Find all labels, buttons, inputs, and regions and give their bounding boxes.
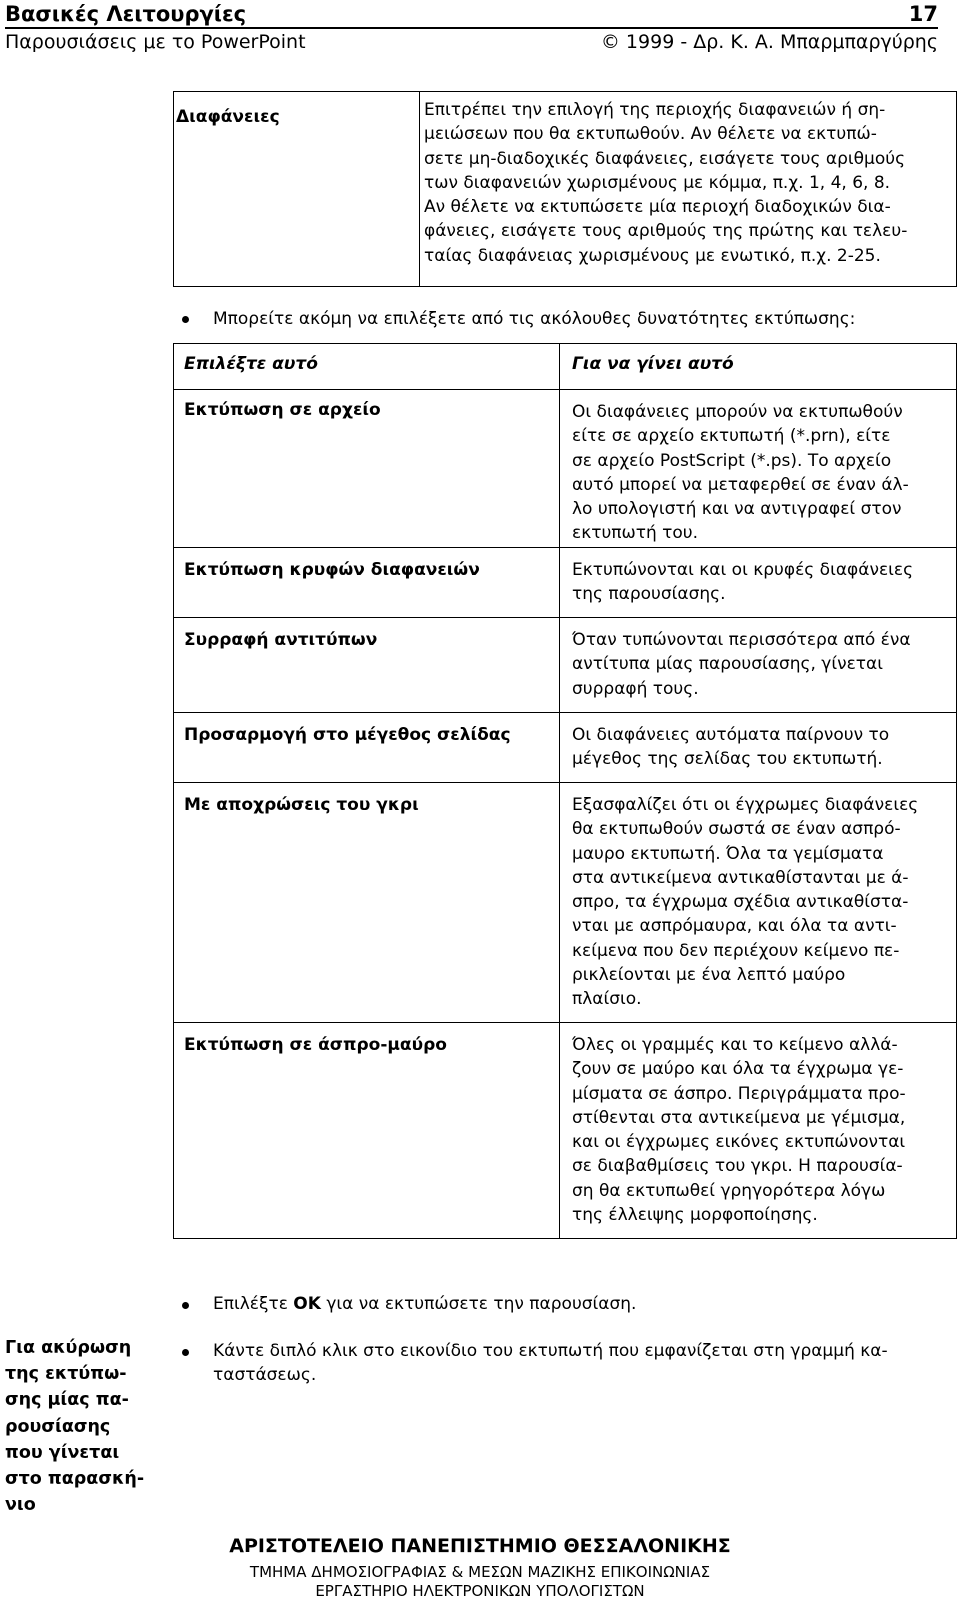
option-label: Με αποχρώσεις του γκρι [184,795,419,815]
slides-range-desc-cell [420,92,957,287]
table-row [174,548,957,618]
bullet-dot [182,1349,189,1356]
slides-range-desc [420,92,956,268]
option-label: Εκτύπωση σε αρχείο [184,400,381,420]
desc-line: φάνειες, εισάγετε τους αριθμούς της πρώτης και τελευ- [424,221,908,242]
option-label: Εκτύπωση κρυφών διαφανειών [184,560,480,580]
slides-range-label: Διαφάνειες [176,107,280,127]
table-row [174,783,957,1023]
cancel-print-side-note: Για ακύρωση της εκτύπω- σης μίας πα- ρουσίασης που γίνεται στο παρασκή- νιο [5,1338,145,1516]
option-label: Προσαρμογή στο μέγεθος σελίδας [184,725,511,745]
header-to-do-this: Για να γίνει αυτό [572,354,734,374]
desc-line: μειώσεων που θα εκτυπωθούν. Αν θέλετε να εκτυπώ- [424,124,877,145]
option-desc: Οι διαφάνειες αυτόματα παίρνουν το μέγεθος της σελίδας του εκτυπωτή. [572,725,890,770]
options-intro: Μπορείτε ακόμη να επιλέξετε από τις ακόλουθες δυνατότητες εκτύπωσης: [213,309,856,329]
cancel-print-instruction: Κάντε διπλό κλικ στο εικονίδιο του εκτυπωτή που εμφανίζεται στη γραμμή κα- ταστάσεως. [213,1341,888,1386]
table-row [174,390,957,548]
page-number: 17 [908,2,938,26]
chapter-title: Βασικές Λειτουργίες [5,2,247,26]
print-options-table [173,343,957,1239]
copyright-notice: © 1999 - Δρ. Κ. Α. Μπαρμπαργύρης [600,31,938,53]
bullet-dot [182,316,189,323]
university-name: ΑΡΙΣΤΟΤΕΛΕΙΟ ΠΑΝΕΠΙΣΤΗΜΙΟ ΘΕΣΣΑΛΟΝΙΚΗΣ [229,1535,731,1557]
desc-line: Αν θέλετε να εκτυπώσετε μία περιοχή διαδοχικών δια- [424,197,891,218]
table-row [174,1023,957,1239]
bullet-dot [182,1302,189,1309]
option-label: Εκτύπωση σε άσπρο-μαύρο [184,1035,447,1055]
desc-line: ταίας διαφάνειας χωρισμένους με ενωτικό, π.χ. 2-25. [424,245,881,266]
desc-line: των διαφανειών χωρισμένους με κόμμα, π.χ. 1, 4, 6, 8. [424,172,891,193]
header-rule [5,27,938,29]
book-subtitle: Παρουσιάσεις με το PowerPoint [5,31,306,53]
option-desc: Όλες οι γραμμές και το κείμενο αλλά- ζουν σε μαύρο και όλα τα έγχρωμα γε- μίσματα σε άσπρο. Περιγράμματα προ- στίθενται στα αντικείμενα με γέμισμα, και οι έγχρωμες εικόνες εκτυπώνονται σε διαβαθμίσεις του γκρι. Η παρουσία- ση θα εκτυπωθεί γρηγορότερα λόγω της έλλειψης μορφοποίησης. [572,1035,906,1226]
slides-range-table [173,91,957,287]
option-desc: Όταν τυπώνονται περισσότερα από ένα αντίτυπα μίας παρουσίασης, γίνεται συρραφή τους. [572,630,911,699]
table-row [174,713,957,783]
option-desc: Εξασφαλίζει ότι οι έγχρωμες διαφάνειες θα εκτυπωθούν σωστά σε έναν ασπρό- μαυρο εκτυπωτή. Όλα τα γεμίσματα στα αντικείμενα αντικαθίστανται με ά- σπρο, τα έγχρωμα σχέδια αντικαθίστα- νται με ασπρόμαυρα, και όλα τα αντι- κείμενα που δεν περιέχουν κείμενο πε- ρικλείονται με ένα λεπτό μαύρο πλαίσιο. [572,795,919,1010]
option-desc: Οι διαφάνειες μπορούν να εκτυπωθούν είτε σε αρχείο εκτυπωτή (*.prn), είτε σε αρχείο PostScript (*.ps). Το αρχείο αυτό μπορεί να μεταφερθεί σε έναν άλ- λο υπολογιστή και να αντιγραφεί στον εκτυπωτή του. [572,402,909,544]
option-label: Συρραφή αντιτύπων [184,630,378,650]
table-header-row [174,344,957,390]
desc-line: σετε μη-διαδοχικές διαφάνειες, εισάγετε τους αριθμούς [424,148,906,169]
desc-line: Επιτρέπει την επιλογή της περιοχής διαφανειών ή ση- [424,100,886,120]
table-row [174,618,957,713]
ok-keyword: OK [293,1294,321,1314]
ok-instruction: Επιλέξτε OK για να εκτυπώσετε την παρουσίαση. [213,1294,637,1314]
slides-range-label-cell [174,92,420,287]
header-choose-this: Επιλέξτε αυτό [184,354,318,374]
option-desc: Εκτυπώνονται και οι κρυφές διαφάνειες της παρουσίασης. [572,560,914,605]
department-info: ΤΜΗΜΑ ΔΗΜΟΣΙΟΓΡΑΦΙΑΣ & ΜΕΣΩΝ ΜΑΖΙΚΗΣ ΕΠΙΚΟΙΝΩΝΙΑΣ ΕΡΓΑΣΤΗΡΙΟ ΗΛΕΚΤΡΟΝΙΚΩΝ ΥΠΟΛΟΓΙΣΤΩΝ [249,1563,711,1600]
